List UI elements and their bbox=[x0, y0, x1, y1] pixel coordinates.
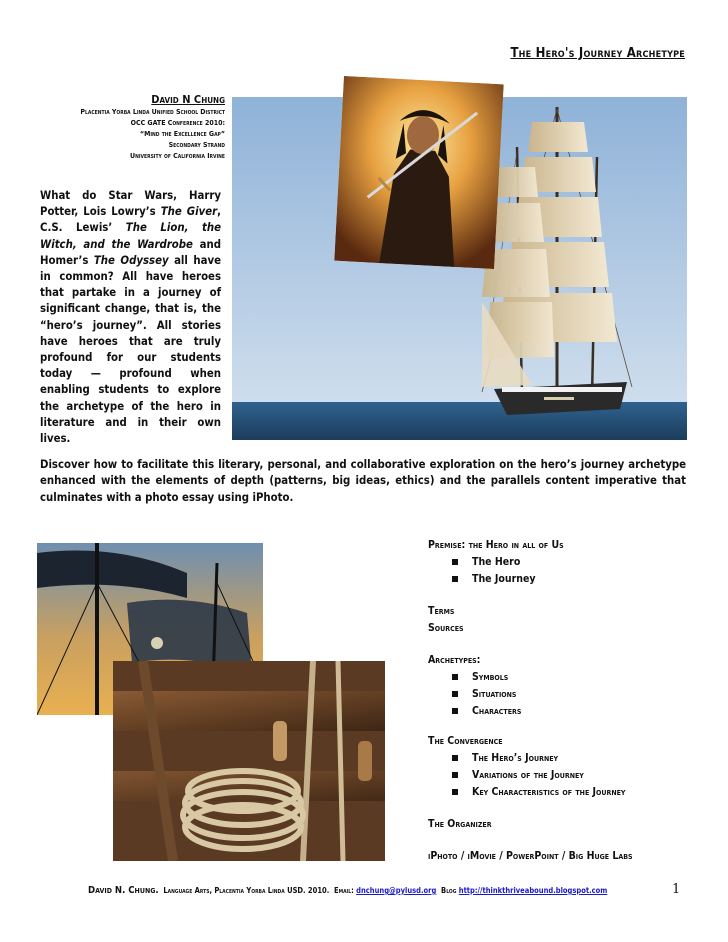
list-item bbox=[428, 669, 698, 686]
bullet-icon bbox=[452, 576, 458, 582]
outline-tools: iPhoto / iMovie / PowerPoint / Big Huge Labs bbox=[428, 850, 633, 862]
list-item bbox=[428, 686, 698, 703]
discover-paragraph: Discover how to facilitate this literary, personal, and collaborative exploration on the hero’s journey archetype enhanced with the elements of depth (patterns, big ideas, ethics) and the parallels content imperative that culminates with a photo essay using iPhoto. bbox=[40, 458, 686, 504]
intro-text-2: , C.S. Lewis’ bbox=[40, 205, 221, 235]
footer-blog-link[interactable]: http://thinkthriveabound.blogspot.com bbox=[458, 886, 608, 895]
list-item-label: The Hero’s Journey bbox=[472, 752, 559, 764]
coiled-rope-photo bbox=[113, 661, 385, 861]
title-the-giver: The Giver bbox=[160, 205, 218, 219]
pirate-captain-photo bbox=[334, 76, 503, 269]
list-item-label: The Hero bbox=[472, 556, 521, 568]
document-title: The Hero's Journey Archetype bbox=[510, 46, 685, 61]
title-the-odyssey: The Odyssey bbox=[93, 253, 169, 267]
outline-convergence: The Convergence bbox=[428, 735, 503, 747]
page-footer bbox=[88, 885, 648, 896]
bullet-icon bbox=[452, 708, 458, 714]
list-item-label: Characters bbox=[472, 705, 522, 717]
list-item bbox=[428, 767, 698, 784]
bullet-icon bbox=[452, 772, 458, 778]
intro-text-1: What do Star Wars, Harry Potter, Lois Lowry’s bbox=[40, 189, 221, 219]
author-name: David N Chung bbox=[151, 93, 225, 106]
byline-line-theme: “Mind the Excellence Gap” bbox=[139, 130, 225, 138]
premise-list bbox=[428, 554, 698, 588]
session-outline bbox=[428, 537, 698, 865]
outline-organizer: The Organizer bbox=[428, 818, 492, 830]
byline-line-conference: OCC GATE Conference 2010: bbox=[130, 119, 225, 127]
list-item-label: Variations of the Journey bbox=[472, 769, 584, 781]
footer-author: David N. Chung. bbox=[88, 885, 159, 896]
bullet-icon bbox=[452, 691, 458, 697]
intro-text-4: all have in common? All have heroes that partake in a journey of significant change, that is, the “hero’s journey”. All stories have heroes that are truly profound for our students today — profound when enabling students to explore the archetype of the hero in literature and in their own lives. bbox=[40, 253, 221, 446]
convergence-list bbox=[428, 750, 698, 801]
list-item bbox=[428, 571, 698, 588]
byline-line-district: Placentia Yorba Linda Unified School District bbox=[80, 108, 225, 116]
bullet-icon bbox=[452, 755, 458, 761]
archetype-list bbox=[428, 669, 698, 720]
byline-line-university: University of California Irvine bbox=[130, 152, 225, 160]
list-item bbox=[428, 703, 698, 720]
bullet-icon bbox=[452, 674, 458, 680]
bullet-icon bbox=[452, 789, 458, 795]
author-byline bbox=[40, 93, 225, 162]
list-item-label: Situations bbox=[472, 688, 517, 700]
page-number: 1 bbox=[672, 882, 681, 897]
list-item-label: Symbols bbox=[472, 671, 509, 683]
outline-premise: Premise: the Hero in all of Us bbox=[428, 539, 564, 551]
footer-blog-label: Blog bbox=[441, 886, 457, 895]
list-item-label: Key Characteristics of the Journey bbox=[472, 786, 626, 798]
footer-email-label: Email: bbox=[333, 886, 354, 895]
list-item bbox=[428, 554, 698, 571]
list-item bbox=[428, 750, 698, 767]
list-item bbox=[428, 784, 698, 801]
list-item-label: The Journey bbox=[472, 573, 536, 585]
byline-line-strand: Secondary Strand bbox=[168, 141, 225, 149]
outline-archetypes: Archetypes: bbox=[428, 654, 481, 666]
footer-affiliation: Language Arts, Placentia Yorba Linda USD. 2010. bbox=[163, 886, 330, 895]
outline-terms: Terms bbox=[428, 605, 455, 617]
bullet-icon bbox=[452, 559, 458, 565]
footer-email-link[interactable]: dnchung@pylusd.org bbox=[356, 886, 437, 895]
title-lion-witch-wardrobe: The Lion, the Witch, and the Wardrobe bbox=[40, 221, 221, 251]
intro-text-3: and Homer’s bbox=[40, 237, 221, 267]
intro-paragraph bbox=[40, 188, 221, 447]
outline-sources: Sources bbox=[428, 622, 464, 634]
